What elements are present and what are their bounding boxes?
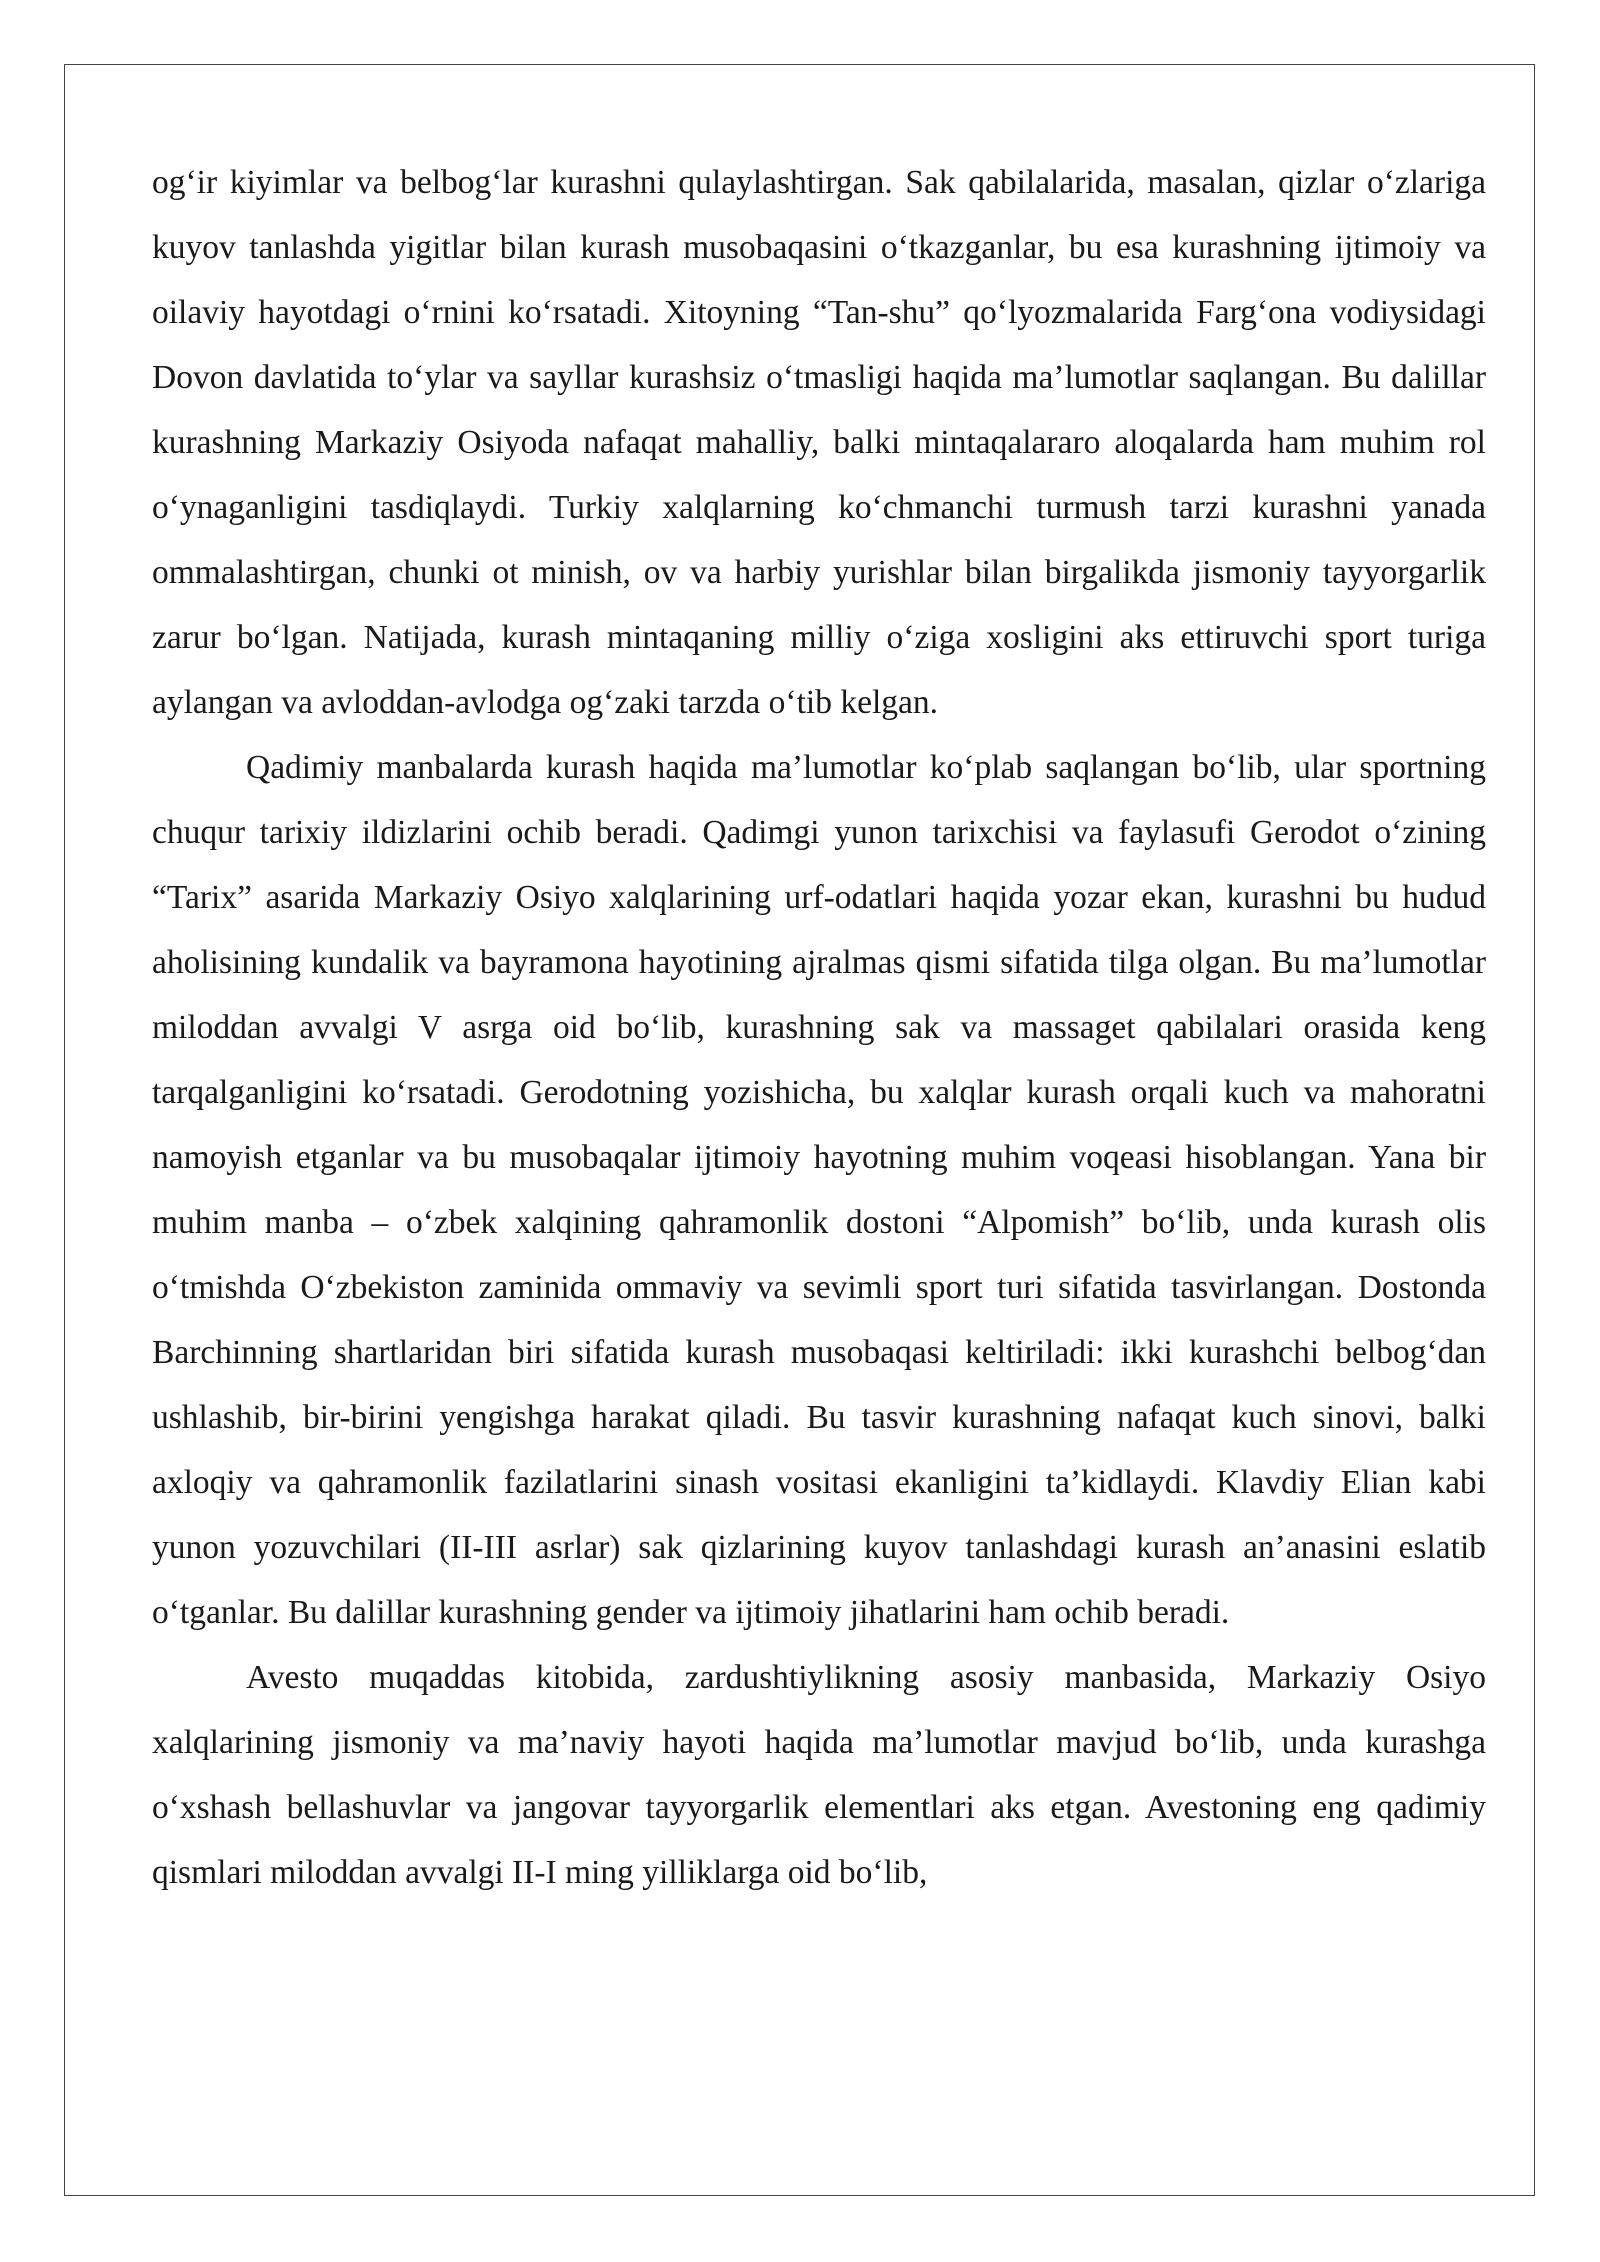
- paragraph-3: Avesto muqaddas kitobida, zardushtiylikning asosiy manbasida, Markaziy Osiyo xalqlarining jismoniy va ma’naviy hayoti haqida ma’lumotlar mavjud bo‘lib, unda kurashga o‘xshash bellashuvlar va jangovar tayyorgarlik elementlari aks etgan. Avestoning eng qadimiy qismlari miloddan avvalgi II-I ming yilliklarga oid bo‘lib,: [152, 1659, 1486, 1891]
- document-body: [152, 150, 1486, 1905]
- paragraph-2: Qadimiy manbalarda kurash haqida ma’lumotlar ko‘plab saqlangan bo‘lib, ular sportning chuqur tarixiy ildizlarini ochib beradi. Qadimgi yunon tarixchisi va faylasufi Gerodot o‘zining “Tarix” asarida Markaziy Osiyo xalqlarining urf-odatlari haqida yozar ekan, kurashni bu hudud aholisining kundalik va bayramona hayotining ajralmas qismi sifatida tilga olgan. Bu ma’lumotlar miloddan avvalgi V asrga oid bo‘lib, kurashning sak va massaget qabilalari orasida keng tarqalganligini ko‘rsatadi. Gerodotning yozishicha, bu xalqlar kurash orqali kuch va mahoratni namoyish etganlar va bu musobaqalar ijtimoiy hayotning muhim voqeasi hisoblangan. Yana bir muhim manba – o‘zbek xalqining qahramonlik dostoni “Alpomish” bo‘lib, unda kurash olis o‘tmishda O‘zbekiston zaminida ommaviy va sevimli sport turi sifatida tasvirlangan. Dostonda Barchinning shartlaridan biri sifatida kurash musobaqasi keltiriladi: ikki kurashchi belbog‘dan ushlashib, bir-birini yengishga harakat qiladi. Bu tasvir kurashning nafaqat kuch sinovi, balki axloqiy va qahramonlik fazilatlarini sinash vositasi ekanligini ta’kidlaydi. Klavdiy Elian kabi yunon yozuvchilari (II-III asrlar) sak qizlarining kuyov tanlashdagi kurash an’anasini eslatib o‘tganlar. Bu dalillar kurashning gender va ijtimoiy jihatlarini ham ochib beradi.: [152, 749, 1486, 1631]
- paragraph-1: og‘ir kiyimlar va belbog‘lar kurashni qulaylashtirgan. Sak qabilalarida, masalan, qizlar o‘zlariga kuyov tanlashda yigitlar bilan kurash musobaqasini o‘tkazganlar, bu esa kurashning ijtimoiy va oilaviy hayotdagi o‘rnini ko‘rsatadi. Xitoyning “Tan-shu” qo‘lyozmalarida Farg‘ona vodiysidagi Dovon davlatida to‘ylar va sayllar kurashsiz o‘tmasligi haqida ma’lumotlar saqlangan. Bu dalillar kurashning Markaziy Osiyoda nafaqat mahalliy, balki mintaqalararo aloqalarda ham muhim rol o‘ynaganligini tasdiqlaydi. Turkiy xalqlarning ko‘chmanchi turmush tarzi kurashni yanada ommalashtirgan, chunki ot minish, ov va harbiy yurishlar bilan birgalikda jismoniy tayyorgarlik zarur bo‘lgan. Natijada, kurash mintaqaning milliy o‘ziga xosligini aks ettiruvchi sport turiga aylangan va avloddan-avlodga og‘zaki tarzda o‘tib kelgan.: [152, 164, 1486, 721]
